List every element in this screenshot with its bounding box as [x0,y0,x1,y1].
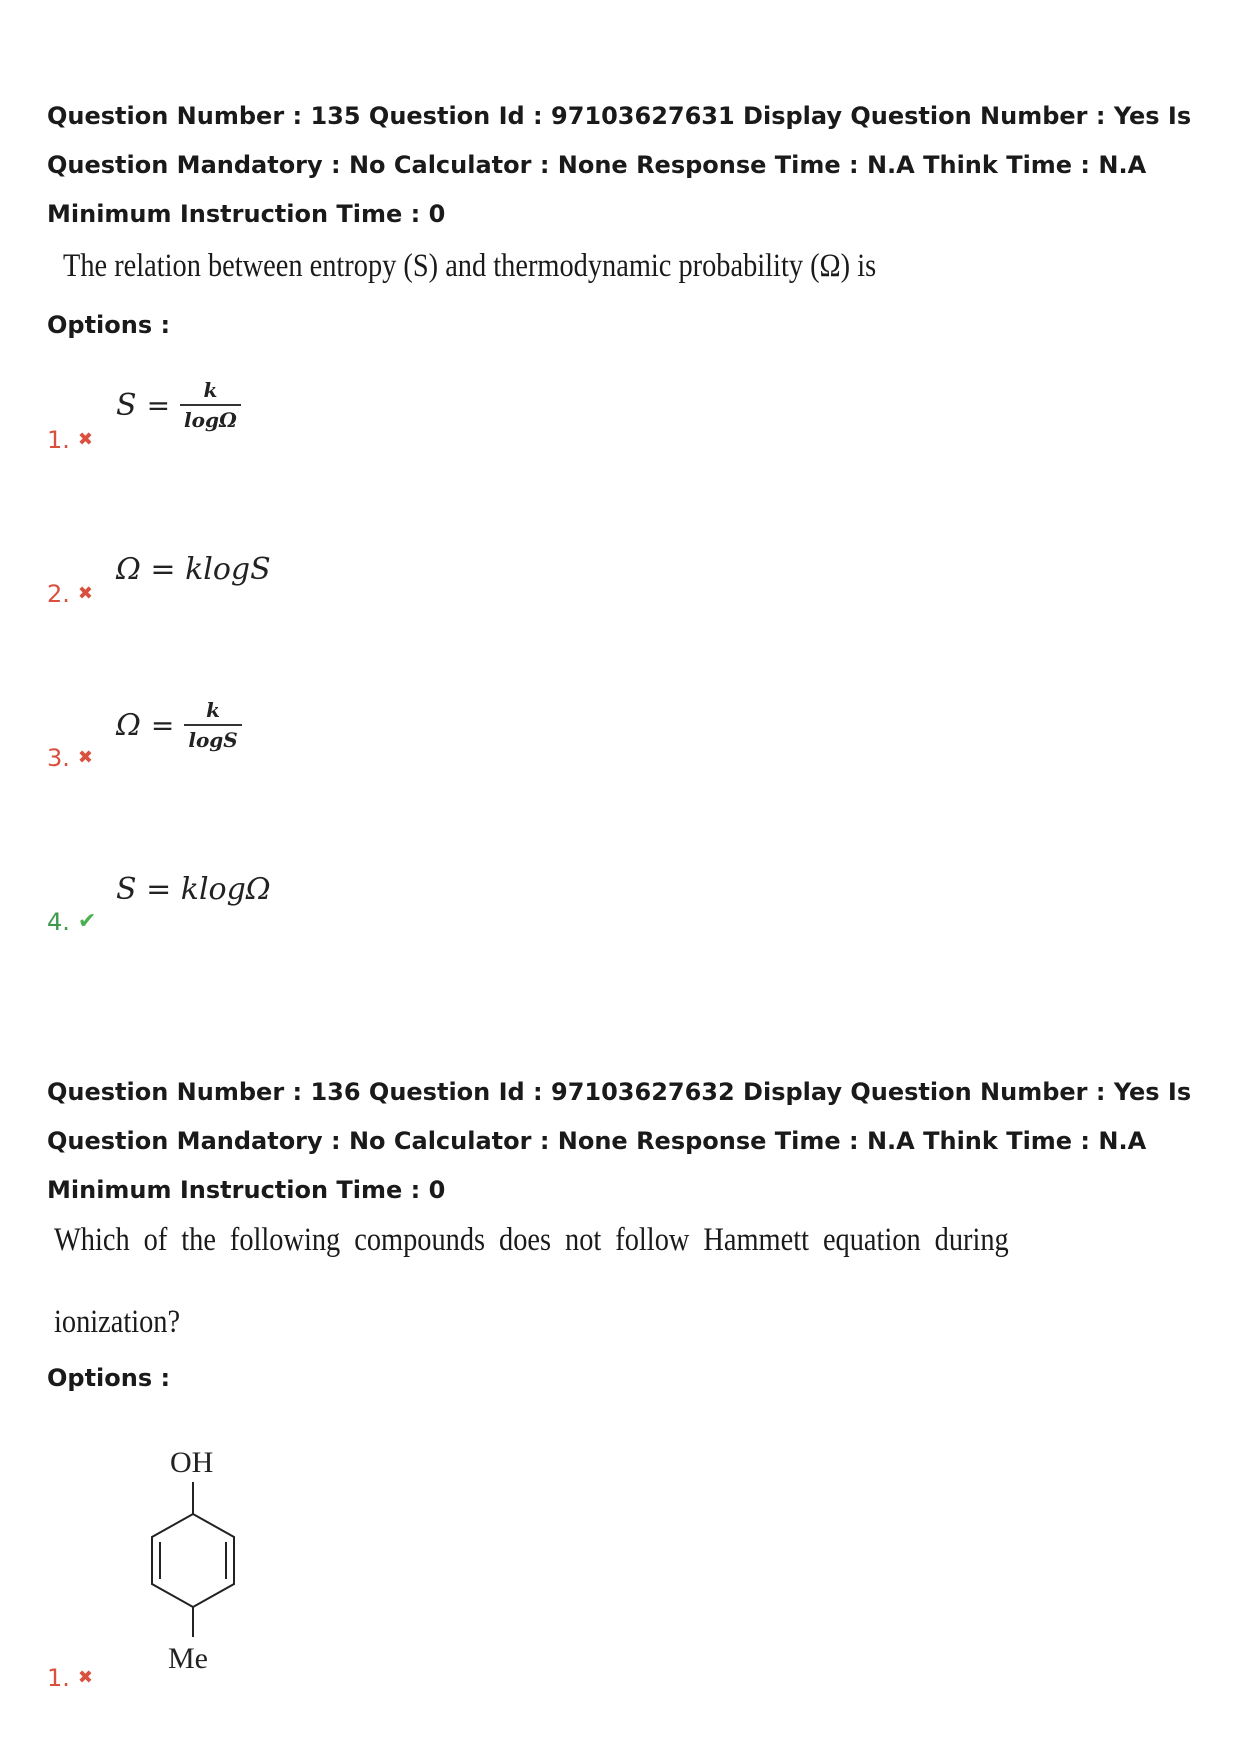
question-136-options-label: Options : [47,1364,171,1392]
formula-fraction [180,378,241,432]
option-number: 3. [47,744,70,772]
question-136-stem-line-1: Which of the following compounds does not follow Hammett equation during [54,1222,1009,1258]
benzene-ring [152,1514,234,1607]
p-cresol-structure [140,1442,260,1672]
fraction-numerator: k [206,698,220,722]
cross-icon: ✖ [77,1667,93,1688]
formula-equals: = [150,708,175,742]
formula-equals: = [146,388,171,422]
question-135-stem: The relation between entropy (S) and thermodynamic probability (Ω) is [63,248,877,284]
question-136-stem-line-2: ionization? [54,1304,181,1340]
structure-top-group: OH [170,1446,214,1479]
cross-icon: ✖ [77,583,93,604]
q135-option-2-number [47,580,93,608]
formula-lhs: S [116,387,137,423]
check-icon: ✔ [77,909,97,934]
option-number: 4. [47,908,70,936]
option-number: 1. [47,1664,70,1692]
cross-icon: ✖ [77,747,93,768]
cross-icon: ✖ [77,429,93,450]
fraction-denominator: logΩ [180,404,241,432]
q135-option-1-formula [116,378,241,432]
question-135-options-label: Options : [47,311,171,339]
q135-option-4-number [47,908,96,936]
q135-option-1-number [47,426,93,454]
fraction-numerator: k [203,378,218,402]
question-135-meta: Question Number : 135 Question Id : 97103627631 Display Question Number : Yes Is Question Mandatory : No Calculator : None Response Time : N.A Think Time : N.A Minimum Instruction Time : 0 [47,102,1192,228]
option-number: 2. [47,580,70,608]
q135-option-3-formula [116,698,242,752]
fraction-denominator: logS [184,724,241,752]
formula-lhs: Ω [116,707,141,743]
structure-bottom-group: Me [168,1642,208,1672]
q135-option-3-number [47,744,93,772]
q135-option-4-formula: S = klogΩ [116,872,271,907]
question-136-meta: Question Number : 136 Question Id : 97103627632 Display Question Number : Yes Is Question Mandatory : No Calculator : None Response Time : N.A Think Time : N.A Minimum Instruction Time : 0 [47,1078,1192,1204]
formula-fraction [184,698,241,752]
q135-option-2-formula: Ω = klogS [116,552,271,587]
q136-option-1-number [47,1664,93,1692]
option-number: 1. [47,426,70,454]
